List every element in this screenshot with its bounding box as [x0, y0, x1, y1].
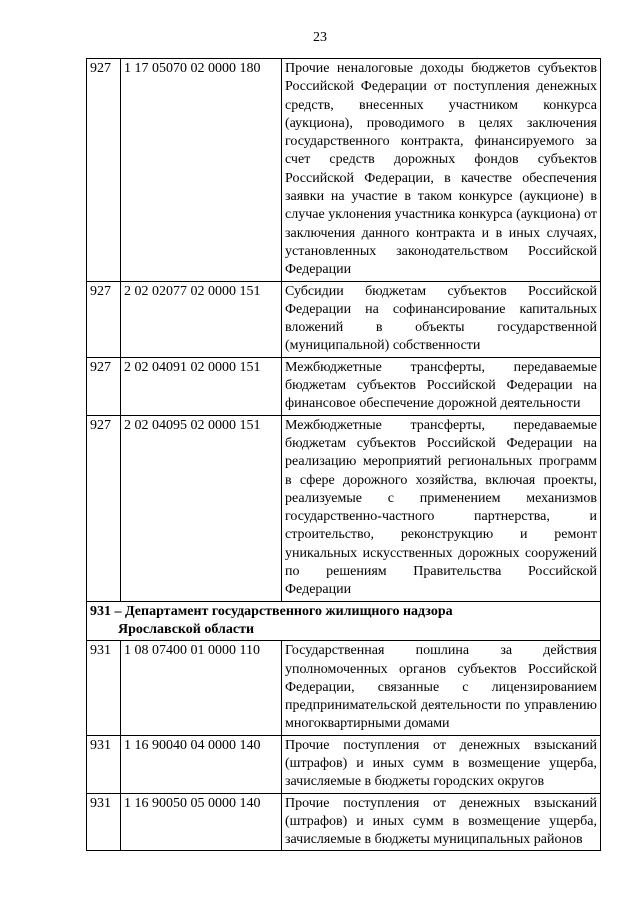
revenue-codes-table — [86, 58, 601, 851]
admin-code-cell: 927 — [87, 281, 121, 357]
section-header — [87, 601, 601, 641]
admin-code-cell: 927 — [87, 415, 121, 601]
revenue-name-cell: Межбюджетные трансферты, передаваемые бюджетам субъектов Российской Федерации на реализацию мероприятий региональных программ в сфере дорожного хозяйства, включая проекты, реализуемые с применением механизмов государственно-частного партнерства, и строительство, реконструкцию и ремонт уникальных искусственных дорожных сооружений по решениям Правительства Российской Федерации — [282, 415, 601, 601]
budget-code-cell: 1 16 90040 04 0000 140 — [121, 735, 282, 793]
table-row — [87, 357, 601, 415]
budget-code-cell: 1 17 05070 02 0000 180 — [121, 59, 282, 282]
admin-code-cell: 931 — [87, 641, 121, 735]
table-row — [87, 641, 601, 735]
section-title-line2: Ярославской области — [118, 621, 255, 637]
admin-code-cell: 931 — [87, 793, 121, 851]
section-header-row — [87, 601, 601, 641]
table-row — [87, 415, 601, 601]
budget-code-cell: 2 02 02077 02 0000 151 — [121, 281, 282, 357]
revenue-name-cell: Государственная пошлина за действия уполномоченных органов субъектов Российской Федерации, связанные с лицензированием предпринимательской деятельности по управлению многоквартирными домами — [282, 641, 601, 735]
page-number: 23 — [313, 30, 327, 45]
table-row — [87, 735, 601, 793]
revenue-name-cell: Прочие неналоговые доходы бюджетов субъектов Российской Федерации от поступления денежных средств, внесенных участником конкурса (аукциона), проводимого в целях заключения государственного контракта, финансируемого за счет средств дорожных фондов субъектов Российской Федерации, в качестве обеспечения заявки на участие в таком конкурсе (аукционе) в случае уклонения участника конкурса (аукциона) от заключения данного контракта и в иных случаях, установленных законодательством Российской Федерации — [282, 59, 601, 282]
revenue-name-cell: Прочие поступления от денежных взысканий (штрафов) и иных сумм в возмещение ущерба, зачисляемые в бюджеты муниципальных районов — [282, 793, 601, 851]
table-row — [87, 281, 601, 357]
budget-code-cell: 1 08 07400 01 0000 110 — [121, 641, 282, 735]
admin-code-cell: 927 — [87, 357, 121, 415]
admin-code-cell: 927 — [87, 59, 121, 282]
section-title-line1: 931 – Департамент государственного жилищного надзора — [90, 603, 453, 619]
revenue-name-cell: Прочие поступления от денежных взысканий (штрафов) и иных сумм в возмещение ущерба, зачисляемые в бюджеты городских округов — [282, 735, 601, 793]
table-row — [87, 59, 601, 282]
revenue-name-cell: Субсидии бюджетам субъектов Российской Федерации на софинансирование капитальных вложений в объекты государственной (муниципальной) собственности — [282, 281, 601, 357]
budget-code-cell: 1 16 90050 05 0000 140 — [121, 793, 282, 851]
budget-code-cell: 2 02 04091 02 0000 151 — [121, 357, 282, 415]
budget-code-cell: 2 02 04095 02 0000 151 — [121, 415, 282, 601]
admin-code-cell: 931 — [87, 735, 121, 793]
table-row — [87, 793, 601, 851]
revenue-name-cell: Межбюджетные трансферты, передаваемые бюджетам субъектов Российской Федерации на финансовое обеспечение дорожной деятельности — [282, 357, 601, 415]
